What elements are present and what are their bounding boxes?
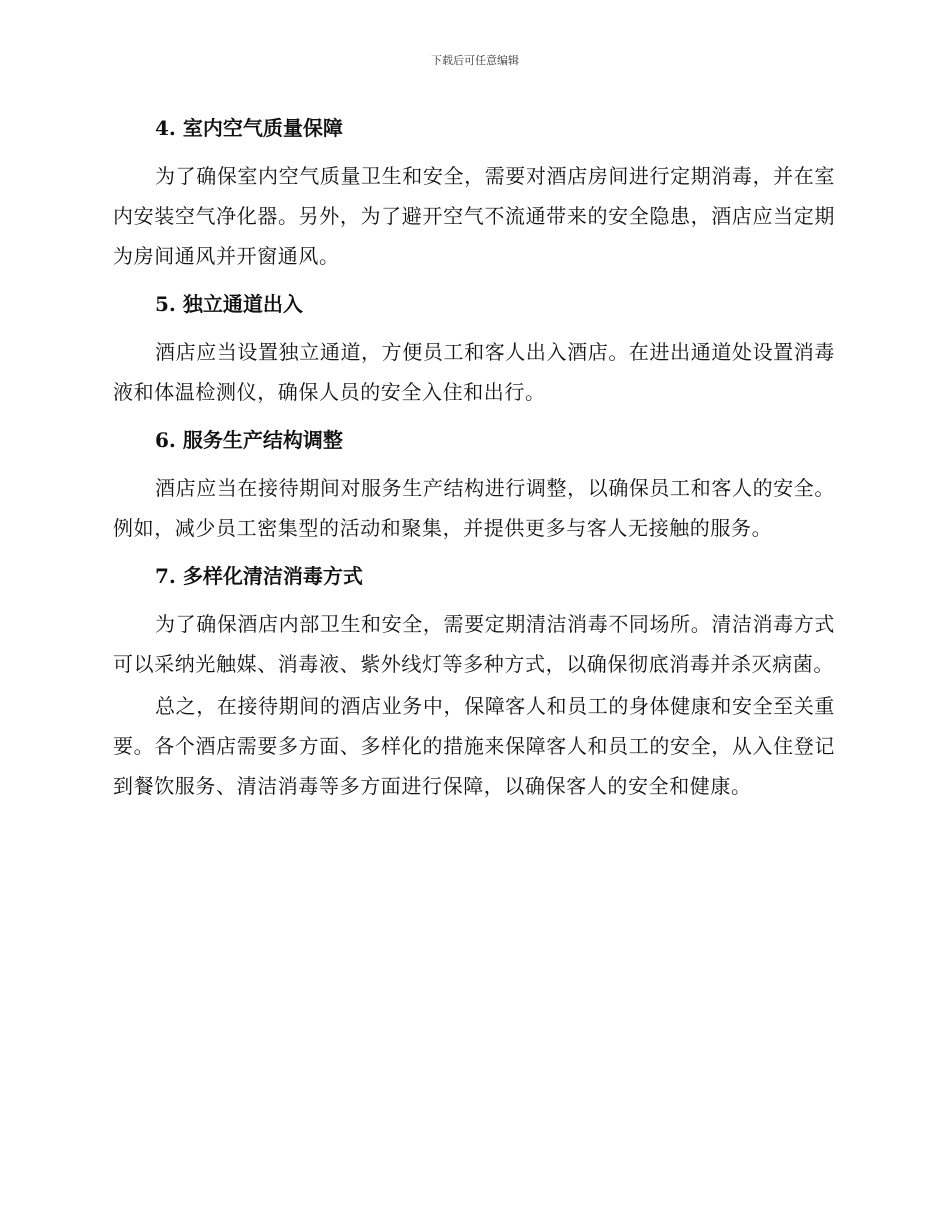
section-paragraph-5: 酒店应当设置独立通道，方便员工和客人出入酒店。在进出通道处设置消毒液和体温检测仪，确保人员的安全入住和出行。 (113, 340, 835, 404)
section-paragraph-7: 为了确保酒店内部卫生和安全，需要定期清洁消毒不同场所。清洁消毒方式可以采纳光触媒、消毒液、紫外线灯等多种方式，以确保彻底消毒并杀灭病菌。 (113, 612, 835, 676)
section-heading-5: 5. 独立通道出入 (155, 292, 303, 316)
section-paragraph-4: 为了确保室内空气质量卫生和安全，需要对酒店房间进行定期消毒，并在室内安装空气净化器。另外，为了避开空气不流通带来的安全隐患，酒店应当定期为房间通风并开窗通风。 (113, 164, 835, 268)
section-heading-7: 7. 多样化清洁消毒方式 (155, 564, 363, 588)
section-paragraph-6: 酒店应当在接待期间对服务生产结构进行调整，以确保员工和客人的安全。例如，减少员工密集型的活动和聚集，并提供更多与客人无接触的服务。 (113, 476, 835, 540)
document-body (113, 114, 835, 806)
page-header: 下载后可任意编辑 (431, 54, 519, 67)
section-heading-4: 4. 室内空气质量保障 (155, 116, 343, 140)
section-heading-6: 6. 服务生产结构调整 (155, 428, 343, 452)
conclusion-paragraph: 总之，在接待期间的酒店业务中，保障客人和员工的身体健康和安全至关重要。各个酒店需要多方面、多样化的措施来保障客人和员工的安全，从入住登记到餐饮服务、清洁消毒等多方面进行保障，以确保客人的安全和健康。 (113, 694, 835, 798)
